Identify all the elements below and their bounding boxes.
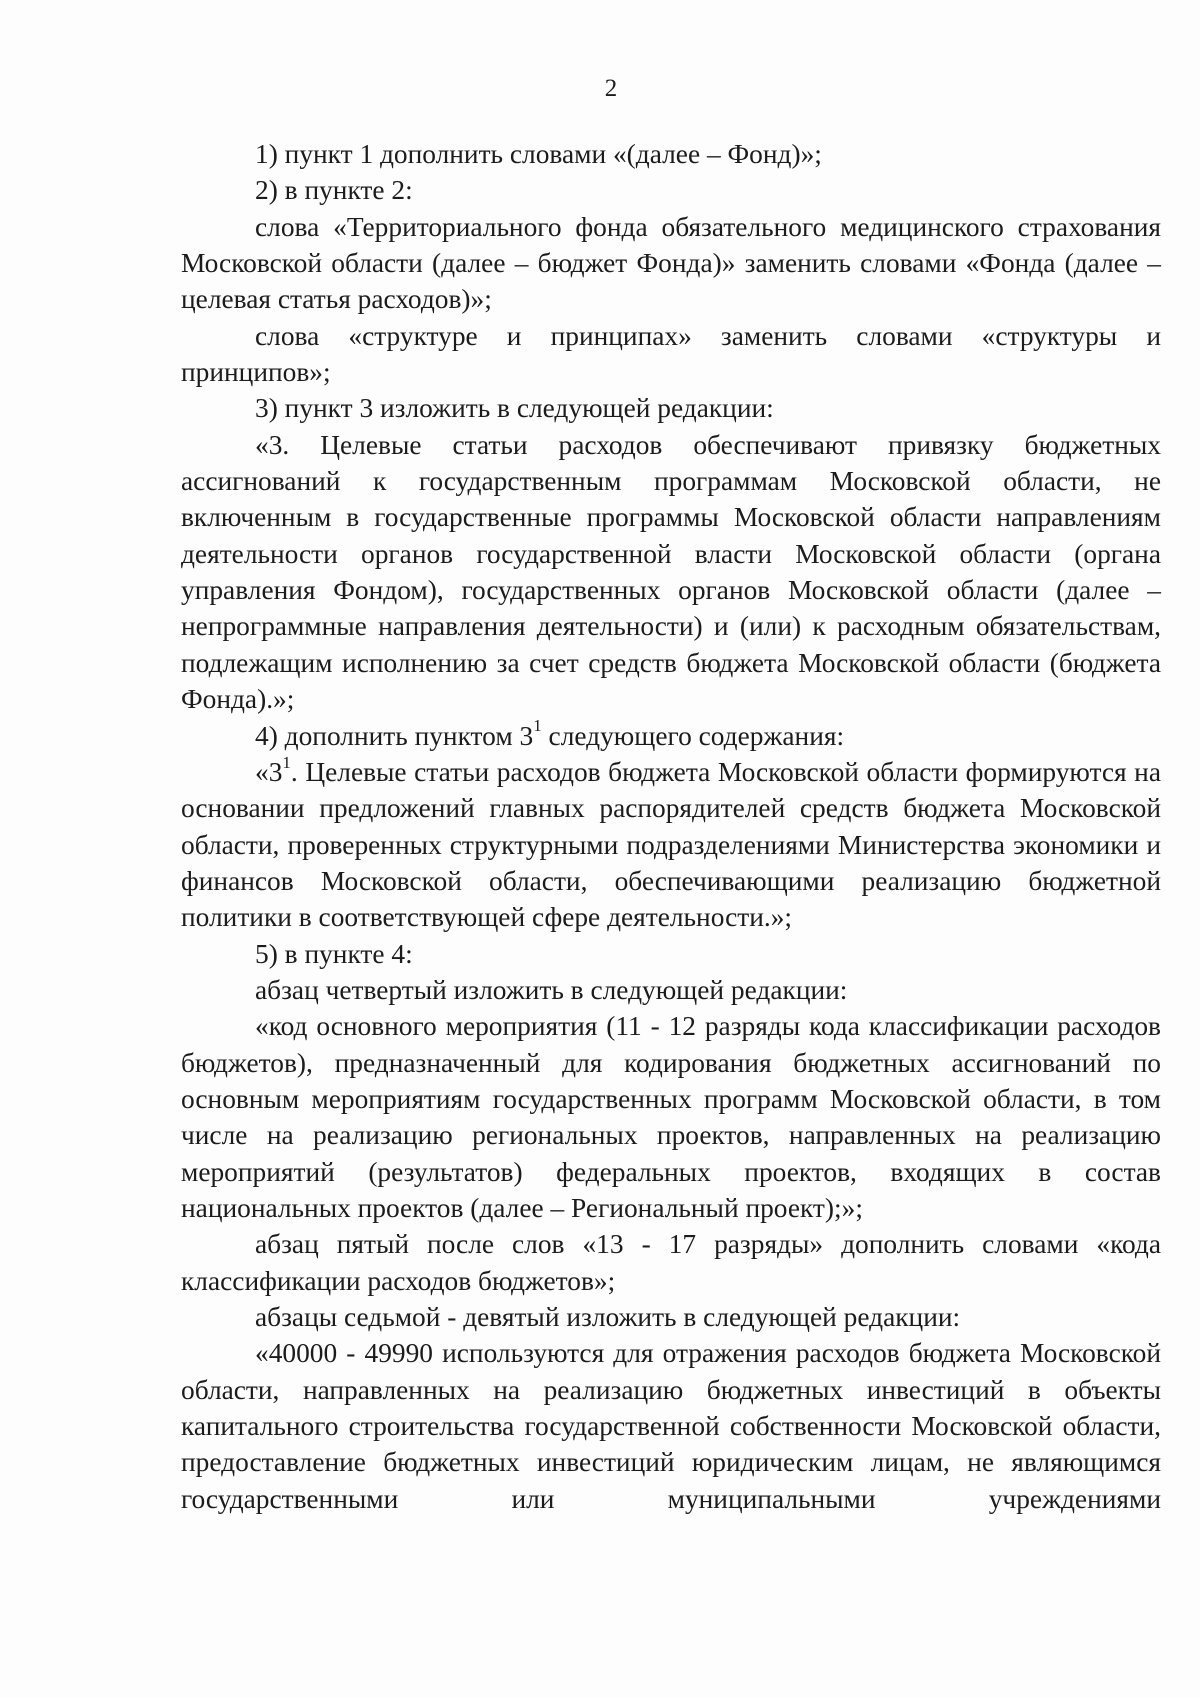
paragraph: 1) пункт 1 дополнить словами «(далее – Фонд)»; [255, 139, 822, 169]
paragraph: слова «Территориального фонда обязательного медицинского страхования Московской области (далее – бюджет Фонда)» заменить словами «Фонда (далее – целевая статья расходов)»; [181, 211, 1161, 315]
paragraph: «код основного мероприятия (11 - 12 разряды кода классификации расходов бюджетов), предназначенный для кодирования бюджетных ассигнований по основным мероприятиям государственных программ Московской области, в том числе на реализацию региональных проектов, направленных на реализацию мероприятий (результатов) федеральных проектов, входящих в состав национальных проектов (далее – Региональный проект);»; [181, 1011, 1161, 1223]
paragraph: абзацы седьмой - девятый изложить в следующей редакции: [255, 1302, 961, 1332]
paragraph: 2) в пункте 2: [255, 175, 413, 206]
paragraph [181, 754, 1161, 936]
paragraph: 5) в пункте 4: [255, 938, 413, 969]
paragraph: слова «структуре и принципах» заменить словами «структуры и принципов»; [181, 320, 1161, 388]
document-body [181, 136, 1161, 1517]
page-number: 2 [604, 75, 618, 102]
paragraph: абзац четвертый изложить в следующей редакции: [255, 974, 848, 1005]
paragraph: 3) пункт 3 изложить в следующей редакции: [255, 393, 774, 424]
superscript: 1 [282, 752, 291, 772]
paragraph-text: 4) дополнить пунктом 3 [255, 720, 534, 751]
superscript: 1 [533, 716, 542, 736]
paragraph: «3. Целевые статьи расходов обеспечивают привязку бюджетных ассигнований к государственным программам Московской области, не включенным в государственные программы Московской области направлениям деятельности органов государственной власти Московской области (органа управления Фондом), государственных органов Московской области (далее – непрограммные направления деятельности) и (или) к расходным обязательствам, подлежащим исполнению за счет средств бюджета Московской области (бюджета Фонда).»; [181, 429, 1161, 715]
paragraph [181, 718, 1161, 754]
paragraph-text: . Целевые статьи расходов бюджета Московской области формируются на основании предложений главных распорядителей средств бюджета Московской области, проверенных структурными подразделениями Министерства экономики и финансов Московской области, обеспечивающими реализацию бюджетной политики в соответствующей сфере деятельности.»; [181, 756, 1161, 933]
paragraph-text: «3 [255, 756, 283, 787]
paragraph-text: следующего содержания: [541, 720, 845, 751]
paragraph: «40000 - 49990 используются для отражения расходов бюджета Московской области, направленных на реализацию бюджетных инвестиций в объекты капитального строительства государственной собственности Московской области, предоставление бюджетных инвестиций юридическим лицам, не являющимся государственными или муниципальными учреждениями [181, 1338, 1161, 1514]
paragraph: абзац пятый после слов «13 - 17 разряды» дополнить словами «кода классификации расходов бюджетов»; [181, 1229, 1161, 1296]
